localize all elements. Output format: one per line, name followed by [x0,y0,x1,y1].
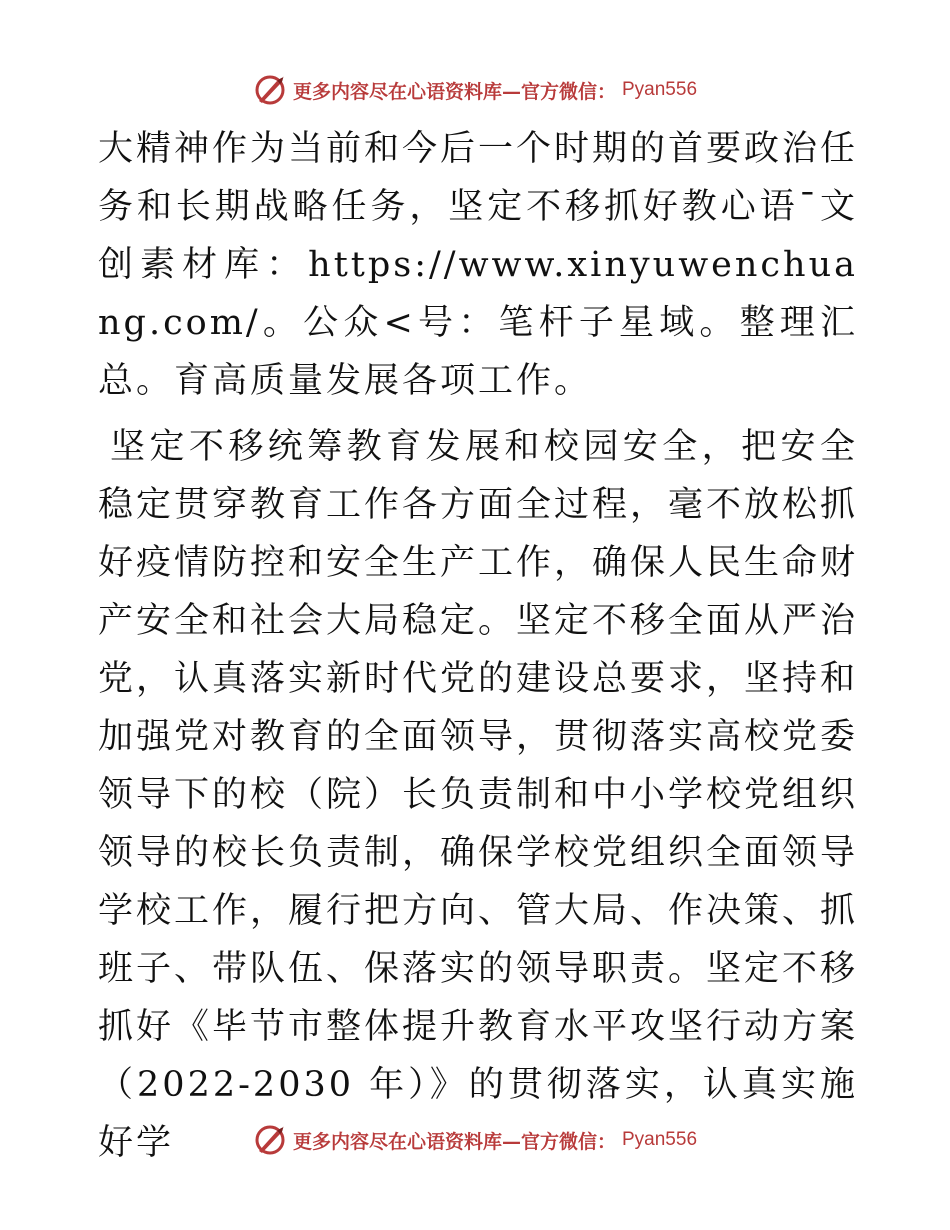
paragraph-1: 大精神作为当前和今后一个时期的首要政治任务和长期战略任务，坚定不移抓好教心语¯文创素材库：https://www.xinyuwenchuang.com/。公众<号：笔杆子星域。整理汇总。育高质量发展各项工作。 [98,129,859,401]
header-watermark [0,70,950,110]
paragraph-2: 坚定不移统筹教育发展和校园安全，把安全稳定贯穿教育工作各方面全过程，毫不放松抓好疫情防控和安全生产工作，确保人民生命财产安全和社会大局稳定。坚定不移全面从严治党，认真落实新时代党的建设总要求，坚持和加强党对教育的全面领导，贯彻落实高校党委领导下的校（院）长负责制和中小学校党组织领导的校长负责制，确保学校党组织全面领导学校工作，履行把方向、管大局、作决策、抓班子、带队伍、保落实的领导职责。坚定不移抓好《毕节市整体提升教育水平攻坚行动方案（2022-2030 年）》的贯彻落实，认真实施好学 [98,427,859,1163]
header-wechat-handle: Pyan556 [622,79,698,100]
footer-brand-text: 更多内容尽在心语资料库—官方微信： [292,1130,616,1153]
quill-circle-icon [253,73,287,107]
footer-watermark [0,1120,950,1160]
document-body [98,120,858,1172]
quill-circle-icon [253,1123,287,1157]
footer-wechat-handle: Pyan556 [622,1129,698,1150]
header-brand-text: 更多内容尽在心语资料库—官方微信： [292,80,616,103]
